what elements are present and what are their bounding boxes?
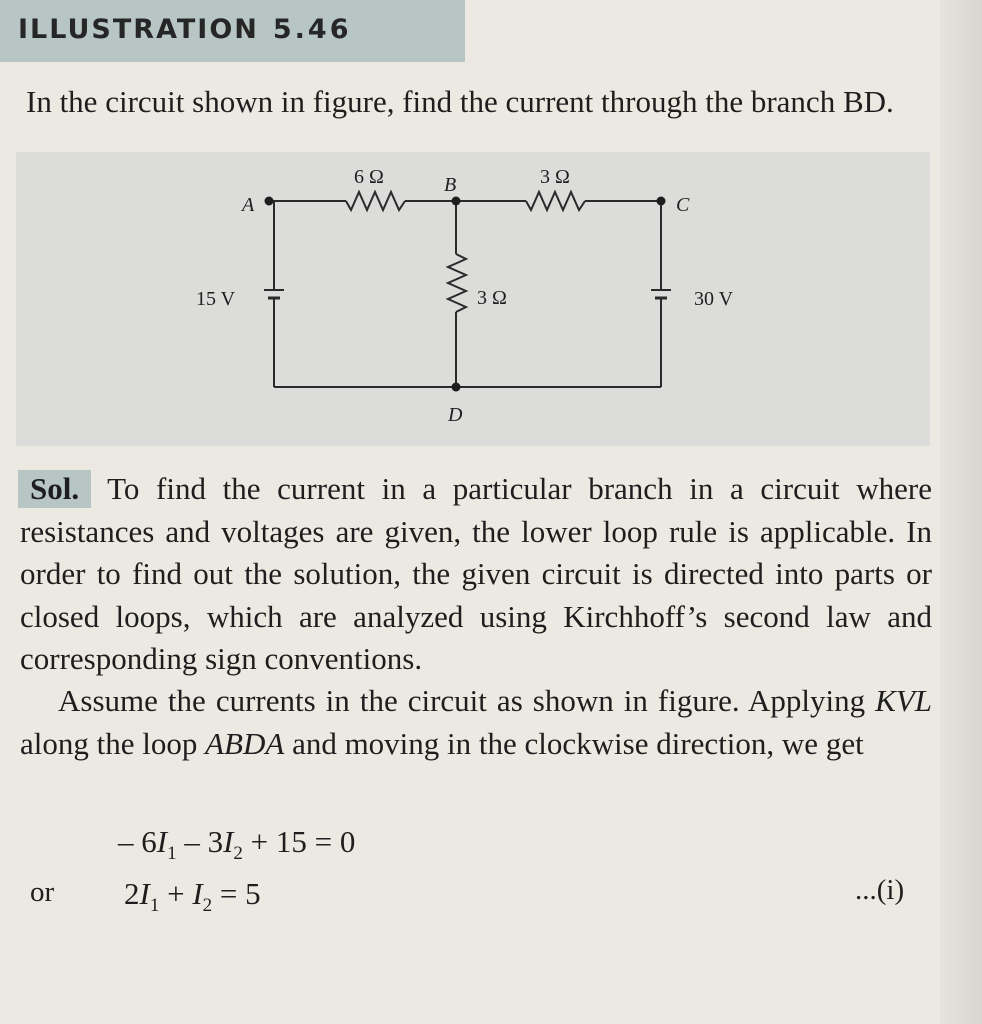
label-r-bc: 3 Ω [540,166,570,188]
illustration-header [0,0,465,62]
solution-paragraph [20,468,932,681]
assume-text-a: Assume the currents in the circuit as shown in figure. Applying [58,683,876,718]
eq2-current-2: I [192,876,203,911]
illustration-label: ILLUSTRATION [18,14,259,45]
label-r-ab: 6 Ω [354,166,384,188]
resistor-bd [448,254,466,312]
label-node-d: D [448,404,463,426]
eq2-part-c: = 5 [212,876,261,911]
eq2-sub-1: 1 [149,895,160,917]
node-c-dot [657,197,666,206]
eq2-part-b: + [159,876,193,911]
solution-text: To find the current in a particular branch in a circuit where resistances and voltages are given, the lower loop rule is applicable. In order to find out the solution, the given circuit is directed into parts or closed loops, which are analyzed using Kirchhoff’s second law and corresponding sign conventions. [20,471,932,676]
page-edge-shadow [940,0,982,1024]
eq1-sub-1: 1 [167,843,177,865]
illustration-number: 5.46 [272,14,352,45]
label-node-a: A [242,194,255,216]
eq1-sub-2: 2 [233,843,243,865]
solution-badge: Sol. [18,470,91,508]
node-b-dot [452,197,461,206]
eq2-part-a: 2 [124,876,140,911]
loop-name: ABDA [205,725,285,761]
assume-text-b: along the loop [20,725,206,761]
eq1-part-c: + 15 = 0 [242,824,356,859]
eq2-sub-2: 2 [202,895,213,917]
assumption-paragraph [20,680,932,765]
illustration-title [18,14,352,45]
label-v-right: 30 V [694,288,734,310]
label-r-bd: 3 Ω [477,287,507,309]
kvl-term: KVL [875,683,932,718]
node-d-dot [452,383,461,392]
circuit-diagram [16,152,930,446]
resistor-ab [346,192,405,210]
eq1-current-1: I [156,824,168,859]
eq1-part-b: – 3 [176,824,224,859]
equation-kvl [118,824,355,865]
equation-simplified [124,876,261,917]
eq1-current-2: I [223,824,234,859]
label-node-b: B [444,174,457,196]
eq1-part-a: – 6 [118,824,157,859]
circuit-figure [16,152,930,446]
or-label: or [30,876,55,908]
question-text: In the circuit shown in figure, find the current through the branch BD. [26,84,894,119]
resistor-bc [526,192,585,210]
node-a-dot [265,197,274,206]
assume-text-c: and moving in the clockwise direction, we get [284,725,864,761]
label-v-left: 15 V [196,288,236,310]
equation-tag: ...(i) [855,874,905,906]
eq2-current-1: I [139,876,150,911]
label-node-c: C [676,194,690,216]
